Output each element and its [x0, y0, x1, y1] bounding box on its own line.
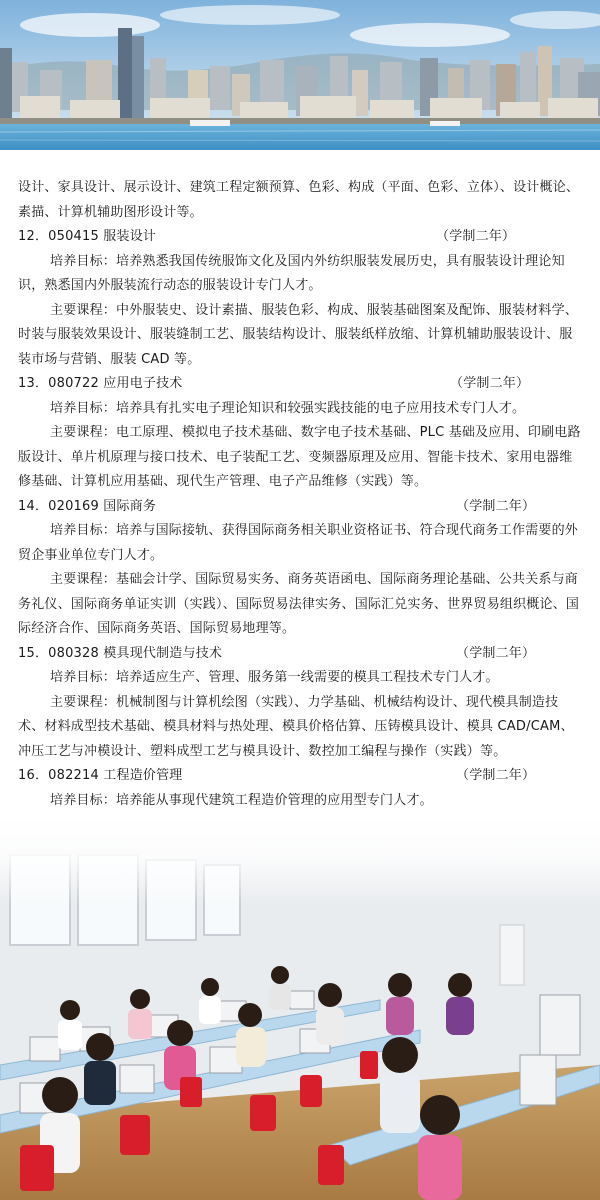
program-courses: 主要课程：基础会计学、国际贸易实务、商务英语函电、国际商务理论基础、公共关系与商务礼仪、国际商务单证实训（实践）、国际贸易法律实务、国际汇兑实务、世界贸易组织概论、国际经济合作、国际商务英语、国际贸易地理等。 — [18, 572, 580, 636]
program-duration: （学制二年） — [456, 498, 536, 514]
program-goal: 培养目标：培养能从事现代建筑工程造价管理的应用型专门人才。 — [50, 792, 433, 808]
program-goal: 培养目标：培养适应生产、管理、服务第一线需要的模具工程技术专门人才。 — [50, 670, 499, 685]
program-heading-12 — [18, 225, 584, 250]
program-goal: 培养目标：培养熟悉我国传统服饰文化及国内外纺织服装发展历史，具有服装设计理论知识，熟悉国内外服装流行动态的服装设计专门人才。 — [18, 253, 565, 293]
program-title: 14．020169 国际商务 — [18, 498, 157, 514]
program-title: 12．050415 服装设计 — [18, 229, 157, 244]
program-goal: 培养目标：培养与国际接轨、获得国际商务相关职业资格证书、符合现代商务工作需要的外贸企事业单位专门人才。 — [18, 523, 579, 563]
program-duration: （学制二年） — [436, 229, 516, 244]
photo-fade-overlay — [0, 815, 600, 905]
program-title: 16．082214 工程造价管理 — [18, 768, 183, 783]
program-heading-15 — [18, 642, 584, 667]
program-duration: （学制二年） — [450, 376, 530, 391]
program-list — [18, 176, 584, 887]
program-goal: 培养目标：培养具有扎实电子理论知识和较强实践技能的电子应用技术专门人才。 — [50, 400, 526, 416]
program-title: 13．080722 应用电子技术 — [18, 376, 183, 391]
computer-lab-photo — [0, 815, 600, 1200]
program-courses: 主要课程：电工原理、模拟电子技术基础、数字电子技术基础、PLC 基础及应用、印刷电路版设计、单片机原理与接口技术、电子装配工艺、变频器原理及应用、智能卡技术、家用电器维修基础、计算机应用基础、现代生产管理、电子产品维修（实践）等。 — [18, 425, 581, 489]
city-skyline-photo — [0, 0, 600, 150]
program-courses: 主要课程：中外服装史、设计素描、服装色彩、构成、服装基础图案及配饰、服装材料学、时装与服装效果设计、服装缝制工艺、服装结构设计、服装纸样放缩、计算机辅助服装设计、服装市场与营销、服装 CAD 等。 — [18, 302, 579, 367]
program-heading-13 — [18, 372, 584, 397]
program-courses: 主要课程：机械制图与计算机绘图（实践）、力学基础、机械结构设计、现代模具制造技术、材料成型技术基础、模具材料与热处理、模具价格估算、压铸模具设计、模具 CAD/CAM、冲压工艺与冲模设计、塑料成型工艺与模具设计、数控加工编程与操作（实践）等。 — [18, 694, 574, 759]
program-heading-16 — [18, 764, 584, 789]
program-title: 15．080328 模具现代制造与技术 — [18, 645, 223, 661]
intro-text: 设计、家具设计、展示设计、建筑工程定额预算、色彩、构成（平面、色彩、立体）、设计概论、素描、计算机辅助图形设计等。 — [18, 180, 580, 220]
program-heading-14 — [18, 495, 584, 520]
program-duration: （学制二年） — [456, 768, 536, 783]
program-duration: （学制二年） — [456, 645, 536, 661]
